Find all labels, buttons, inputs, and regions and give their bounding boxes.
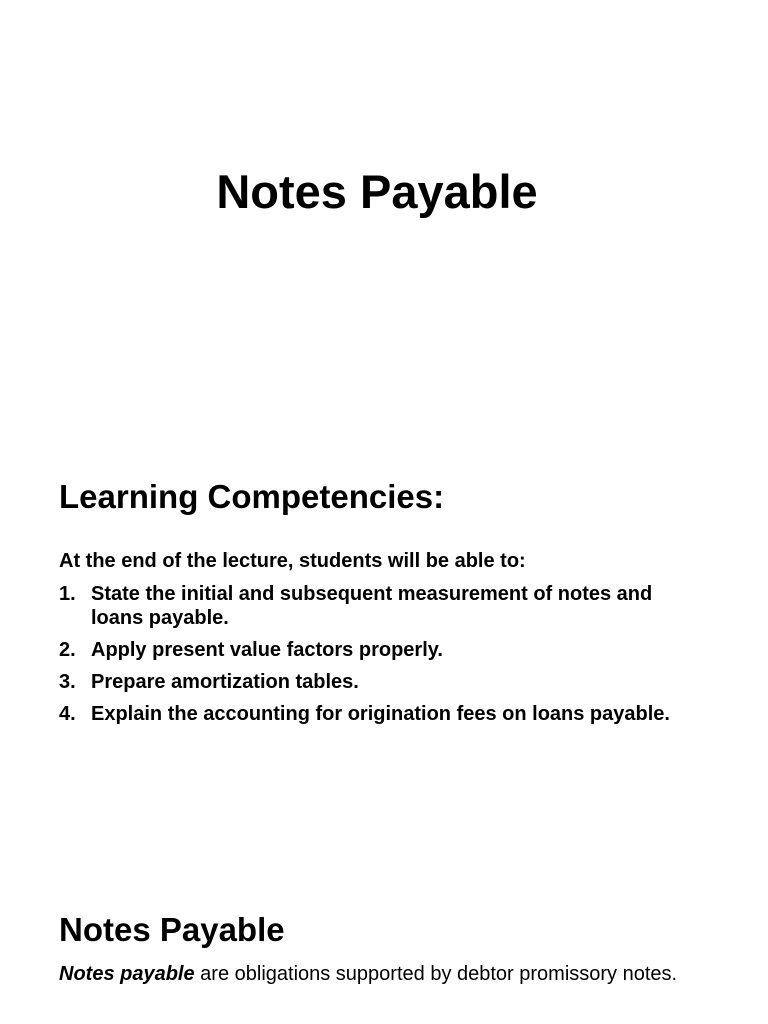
notes-payable-heading: Notes Payable [59,911,285,948]
learning-competencies-heading: Learning Competencies: [59,478,445,515]
list-item [59,638,699,662]
list-item-number: 1. [59,583,76,605]
list-item-text: State the initial and subsequent measurement of notes and loans payable. [91,583,653,629]
notes-payable-definition [59,962,709,986]
list-item-number: 2. [59,639,76,661]
page-title: Notes Payable [216,165,538,218]
list-item-text: Explain the accounting for origination fees on loans payable. [91,703,670,725]
list-item-number: 3. [59,671,76,693]
list-item [59,702,699,726]
competencies-intro: At the end of the lecture, students will be able to: [59,550,526,572]
list-item [59,582,699,630]
definition-text: are obligations supported by debtor promissory notes. [194,963,678,985]
list-item-text: Apply present value factors properly. [91,639,443,661]
list-item [59,670,699,694]
competencies-list [59,582,699,734]
list-item-text: Prepare amortization tables. [91,671,359,693]
defined-term: Notes payable [59,963,195,985]
list-item-number: 4. [59,703,76,725]
